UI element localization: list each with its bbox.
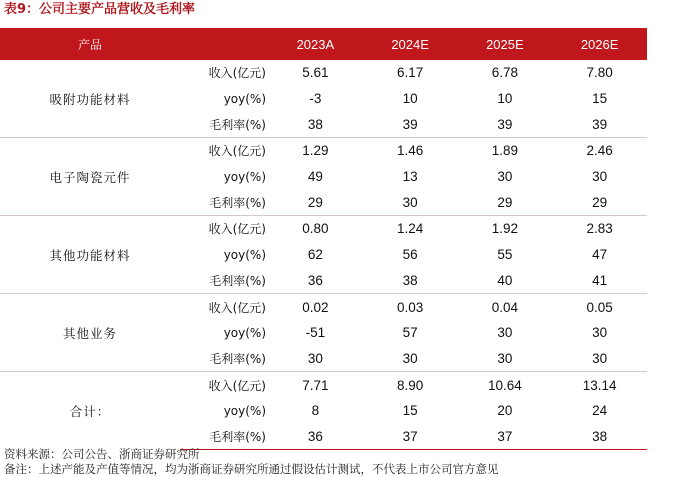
value-cell: 30 [592,169,608,185]
value-cell: 1.24 [363,216,458,242]
metric-label: yoy(%) [223,247,266,262]
metric-label: yoy(%) [223,91,266,106]
value-cell: 0.05 [552,294,647,320]
metric-label: 收入(亿元) [180,138,268,164]
metric-label: 毛利率(%) [209,117,266,132]
value-cell: 30 [497,169,513,185]
revenue-table [0,28,647,450]
remark-note: 备注：上述产能及产值等情况，均为浙商证券研究所通过假设估计测试，不代表上市公司官方意见 [4,462,499,476]
value-cell: 10 [497,91,513,107]
value-cell: 40 [497,272,513,288]
value-cell: 15 [402,403,418,419]
value-cell: 0.80 [268,216,363,242]
value-cell: 6.17 [396,65,424,81]
table-header-row [0,28,647,60]
value-cell: 38 [552,424,647,450]
value-cell: 2.83 [552,216,647,242]
value-cell: 55 [497,247,513,263]
product-name: 其他功能材料 [0,216,180,294]
value-cell: 30 [592,325,608,341]
value-cell: 47 [592,247,608,263]
table-body [0,60,647,450]
value-cell: 2.46 [552,138,647,164]
value-cell: 49 [307,169,323,185]
value-cell: 38 [307,116,323,132]
metric-label: 毛利率(%) [209,273,266,288]
value-cell: 8 [311,403,320,419]
value-cell: 36 [268,424,363,450]
value-cell: 39 [402,116,418,132]
value-cell: 38 [402,272,418,288]
table-row [0,372,647,398]
value-cell: 10.64 [458,372,553,398]
value-cell: 29 [592,194,608,210]
metric-label: 收入(亿元) [180,294,268,320]
table-row [0,294,647,320]
header-product: 产品 [0,28,180,60]
value-cell: 62 [307,247,323,263]
metric-label: 毛利率(%) [209,351,266,366]
value-cell: 41 [592,272,608,288]
value-cell: 13 [402,169,418,185]
value-cell: 36 [307,272,323,288]
product-name: 电子陶瓷元件 [0,138,180,216]
value-cell: 1.89 [458,138,553,164]
metric-label: 收入(亿元) [180,216,268,242]
metric-label: 收入(亿元) [208,66,266,81]
value-cell: 0.04 [458,294,553,320]
header-year-2023a: 2023A [268,28,363,60]
header-year-2025e: 2025E [458,28,553,60]
value-cell: 30 [307,350,323,366]
header-year-2026e: 2026E [552,28,647,60]
value-cell: 0.02 [268,294,363,320]
value-cell: 39 [497,116,513,132]
metric-label: yoy(%) [223,325,266,340]
value-cell: 30 [402,350,418,366]
value-cell: 20 [497,403,513,419]
value-cell: 6.78 [491,65,519,81]
value-cell: 7.80 [586,65,613,81]
product-name: 吸附功能材料 [49,91,131,107]
value-cell: 24 [592,403,608,419]
value-cell: 29 [307,194,323,210]
value-cell: 29 [497,194,513,210]
header-metric [180,28,268,60]
value-cell: 13.14 [552,372,647,398]
table-row [0,216,647,242]
value-cell: 30 [497,325,513,341]
table-row [0,138,647,164]
value-cell: 1.29 [268,138,363,164]
product-name: 合计： [0,372,180,450]
value-cell: 30 [497,350,513,366]
table-row [0,60,647,86]
source-note: 资料来源：公司公告、浙商证券研究所 [4,447,200,461]
value-cell: 1.92 [458,216,553,242]
value-cell: 15 [592,91,608,107]
value-cell: 30 [402,194,418,210]
value-cell: 57 [402,325,418,341]
value-cell: 1.46 [363,138,458,164]
table-title: 表9：公司主要产品营收及毛利率 [4,2,196,17]
metric-label: 毛利率(%) [180,424,268,450]
value-cell: 7.71 [268,372,363,398]
value-cell: 0.03 [363,294,458,320]
metric-label: 收入(亿元) [180,372,268,398]
header-year-2024e: 2024E [363,28,458,60]
product-name: 其他业务 [0,294,180,372]
value-cell: 10 [402,91,418,107]
value-cell: 30 [592,350,608,366]
value-cell: 8.90 [363,372,458,398]
value-cell: -51 [305,325,326,341]
value-cell: -3 [309,91,322,107]
value-cell: 56 [402,247,418,263]
metric-label: yoy(%) [223,169,266,184]
value-cell: 5.61 [302,65,329,81]
value-cell: 39 [592,116,608,132]
value-cell: 37 [363,424,458,450]
metric-label: yoy(%) [223,403,266,418]
value-cell: 37 [458,424,553,450]
metric-label: 毛利率(%) [209,195,266,210]
